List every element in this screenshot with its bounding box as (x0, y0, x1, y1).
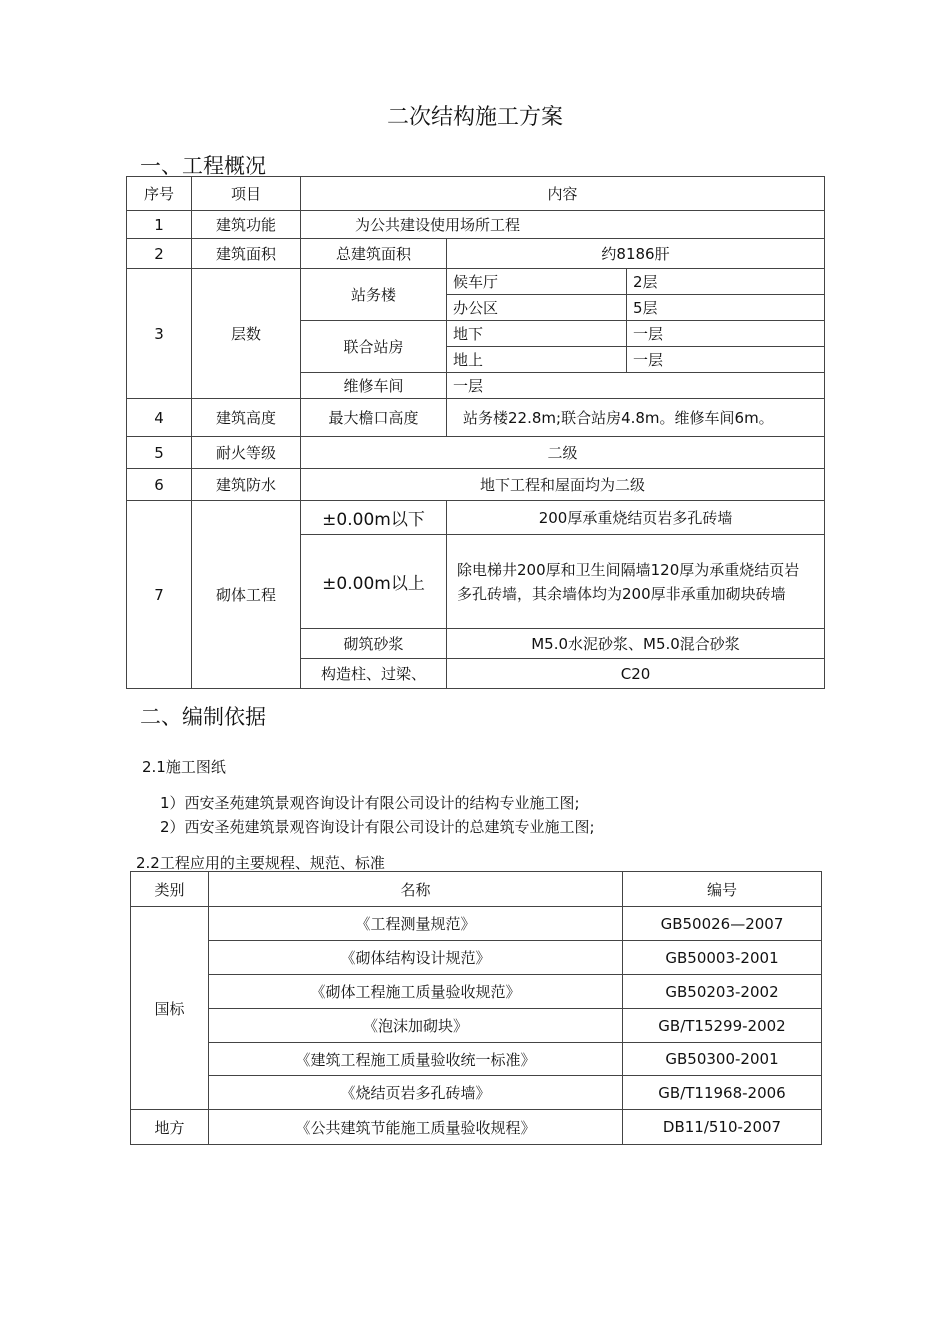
standard-code: GB50203-2002 (623, 975, 822, 1009)
table-row (131, 907, 822, 941)
row-no: 7 (127, 501, 192, 689)
row-no: 3 (127, 269, 192, 399)
section2-heading: 二、编制依据 (140, 705, 266, 729)
standard-code: DB11/510-2007 (623, 1110, 822, 1145)
row-no: 4 (127, 399, 192, 437)
row-subitem: 构造柱、过梁、 (301, 659, 447, 689)
list-item: 2）西安圣苑建筑景观咨询设计有限公司设计的总建筑专业施工图; (160, 818, 595, 836)
header-content: 内容 (301, 177, 825, 211)
standard-code: GB50026—2007 (623, 907, 822, 941)
row-item: 建筑防水 (192, 469, 301, 501)
floor-count: 5层 (627, 295, 825, 321)
row-no: 2 (127, 239, 192, 269)
row-content: 二级 (301, 437, 825, 469)
standard-code: GB/T11968-2006 (623, 1076, 822, 1110)
standard-name: 《砌体结构设计规范》 (209, 941, 623, 975)
row-subitem: 联合站房 (301, 321, 447, 373)
document-title: 二次结构施工方案 (386, 105, 563, 130)
floor-count: 一层 (627, 321, 825, 347)
project-overview-table (126, 176, 825, 689)
row-subitem: 总建筑面积 (301, 239, 447, 269)
standard-code: GB50003-2001 (623, 941, 822, 975)
row-item: 层数 (192, 269, 301, 399)
floor-count: 2层 (627, 269, 825, 295)
row-subitem: 砌筑砂浆 (301, 629, 447, 659)
table-row (131, 1110, 822, 1145)
standard-name: 《砌体工程施工质量验收规范》 (209, 975, 623, 1009)
section1-heading: 一、工程概况 (140, 154, 266, 178)
header-no: 序号 (127, 177, 192, 211)
row-value: 站务楼22.8m;联合站房4.8m。维修车间6m。 (447, 399, 825, 437)
table-row (127, 211, 825, 239)
standard-code: GB50300-2001 (623, 1043, 822, 1076)
table-row (127, 399, 825, 437)
list-item: 1）西安圣苑建筑景观咨询设计有限公司设计的结构专业施工图; (160, 794, 580, 812)
row-subitem: ±0.00m以下 (301, 501, 447, 535)
row-item: 建筑面积 (192, 239, 301, 269)
table-row (131, 975, 822, 1009)
row-subitem: 维修车间 (301, 373, 447, 399)
row-value: C20 (447, 659, 825, 689)
subsection-2-2: 2.2工程应用的主要规程、规范、标准 (136, 854, 385, 872)
row-value: 约8186肝 (447, 239, 825, 269)
standard-name: 《建筑工程施工质量验收统一标准》 (209, 1043, 623, 1076)
row-subitem: ±0.00m以上 (301, 535, 447, 629)
table-header-row (131, 872, 822, 907)
subsection-2-1: 2.1施工图纸 (142, 758, 226, 776)
standard-name: 《烧结页岩多孔砖墙》 (209, 1076, 623, 1110)
standard-name: 《公共建筑节能施工质量验收规程》 (209, 1110, 623, 1145)
floor-area-label: 候车厅 (447, 269, 627, 295)
table-row (131, 1043, 822, 1076)
standard-code: GB/T15299-2002 (623, 1009, 822, 1043)
table-row (127, 269, 825, 295)
row-value: M5.0水泥砂浆、M5.0混合砂浆 (447, 629, 825, 659)
standards-table (130, 871, 822, 1145)
floor-count: 一层 (447, 373, 825, 399)
table-header-row (127, 177, 825, 211)
header-name: 名称 (209, 872, 623, 907)
row-subitem: 站务楼 (301, 269, 447, 321)
row-subitem: 最大檐口高度 (301, 399, 447, 437)
category-local: 地方 (131, 1110, 209, 1145)
table-row (127, 469, 825, 501)
standard-name: 《泡沫加砌块》 (209, 1009, 623, 1043)
table-row (131, 941, 822, 975)
floor-area-label: 地上 (447, 347, 627, 373)
row-item: 建筑功能 (192, 211, 301, 239)
floor-area-label: 办公区 (447, 295, 627, 321)
floor-area-label: 地下 (447, 321, 627, 347)
row-value: 除电梯井200厚和卫生间隔墙120厚为承重烧结页岩多孔砖墙，其余墙体均为200厚非承重加砌块砖墙 (447, 535, 825, 629)
table-row (127, 437, 825, 469)
row-content: 为公共建设使用场所工程 (301, 211, 825, 239)
row-item: 建筑高度 (192, 399, 301, 437)
standard-name: 《工程测量规范》 (209, 907, 623, 941)
row-no: 6 (127, 469, 192, 501)
row-no: 1 (127, 211, 192, 239)
table-row (131, 1076, 822, 1110)
row-item: 砌体工程 (192, 501, 301, 689)
row-no: 5 (127, 437, 192, 469)
floor-count: 一层 (627, 347, 825, 373)
row-value: 200厚承重烧结页岩多孔砖墙 (447, 501, 825, 535)
row-item: 耐火等级 (192, 437, 301, 469)
category-national: 国标 (131, 907, 209, 1110)
table-row (127, 501, 825, 535)
header-item: 项目 (192, 177, 301, 211)
row-content: 地下工程和屋面均为二级 (301, 469, 825, 501)
header-category: 类别 (131, 872, 209, 907)
table-row (127, 239, 825, 269)
header-code: 编号 (623, 872, 822, 907)
table-row (131, 1009, 822, 1043)
